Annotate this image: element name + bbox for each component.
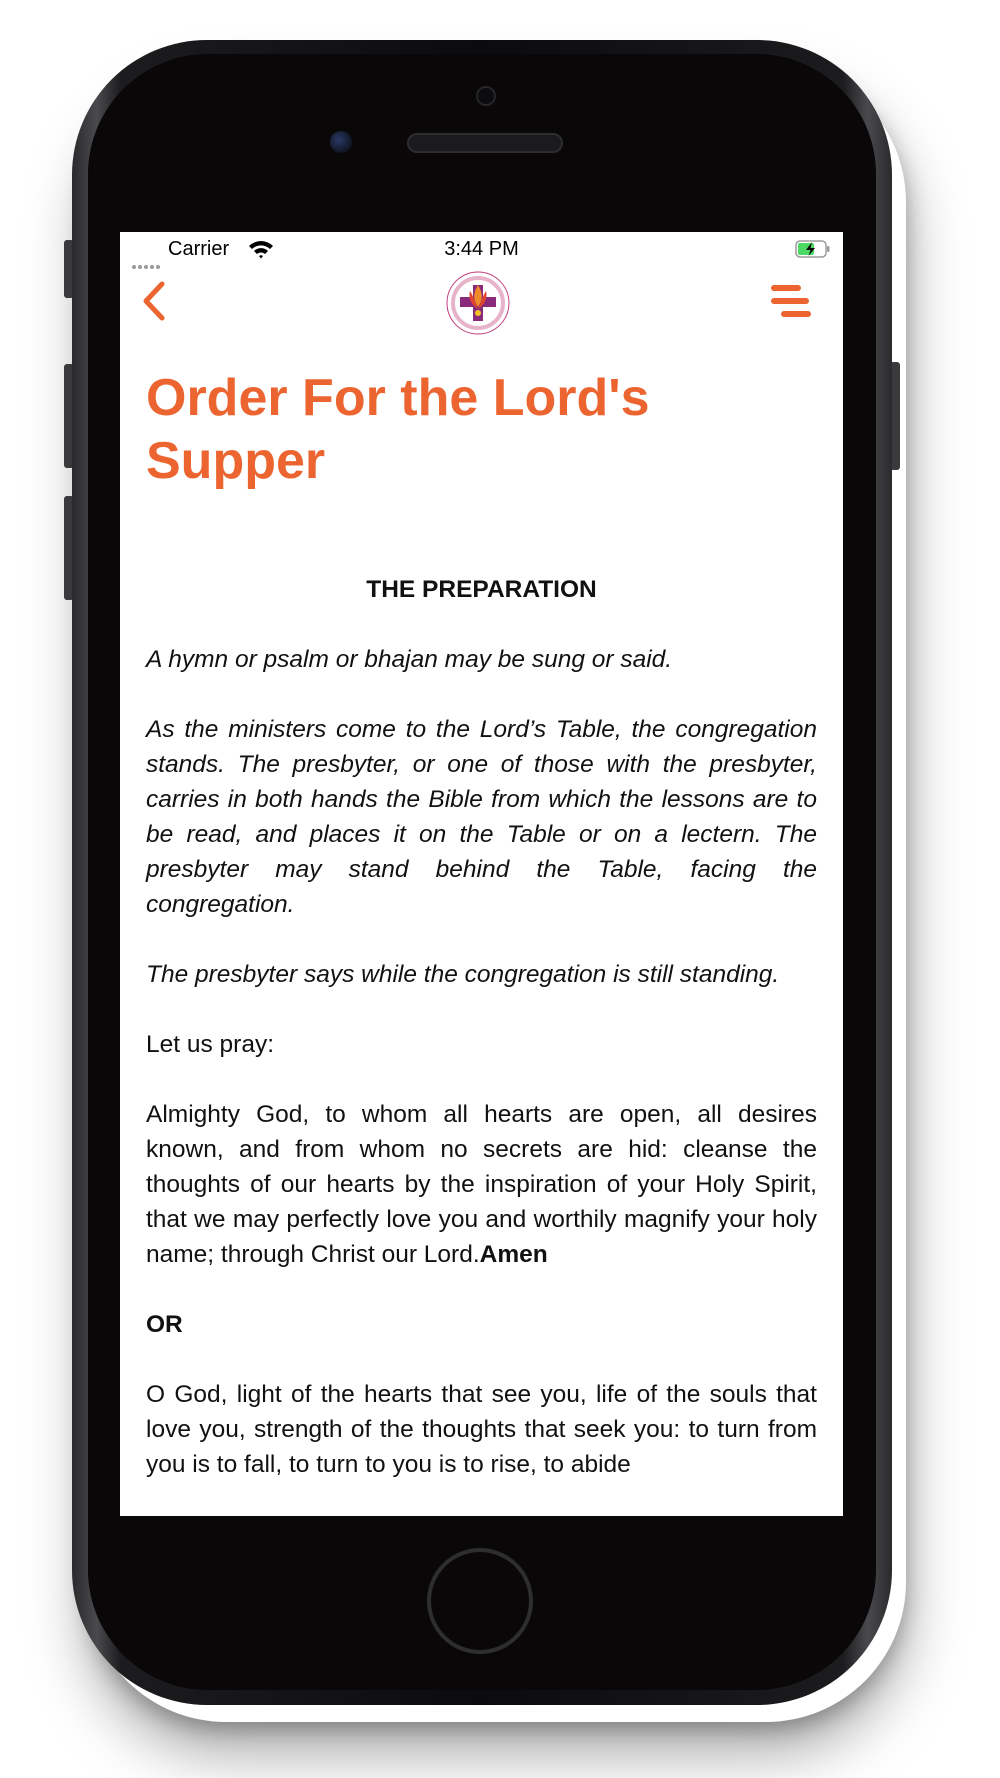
status-time: 3:44 PM — [444, 238, 519, 260]
section-heading: THE PREPARATION — [366, 576, 597, 603]
alternate-prayer-text: O God, light of the hearts that see you, life of the souls that love you, strength of the thoughts that seek you: to turn from you is to fall, to turn to you is to rise, to abide — [146, 1381, 817, 1478]
collect-text: Almighty God, to whom all hearts are open, all desires known, and from whom no secrets are hid: cleanse the thoughts of our hearts by the inspiration of your Holy Spirit, that we may perfectly love you and worthily magnify your holy name; through Christ our Lord. — [146, 1101, 817, 1268]
page-title: Order For the Lord's Supper — [146, 369, 650, 490]
home-button[interactable] — [427, 1548, 533, 1654]
battery-charging-icon — [795, 240, 831, 258]
or-text: OR — [146, 1311, 183, 1338]
or-label — [146, 1307, 817, 1342]
chevron-left-icon[interactable] — [138, 278, 172, 324]
front-camera — [476, 86, 496, 106]
rubric-text: As the ministers come to the Lord’s Table, the congregation stands. The presbyter, or one of those with the presbyter, carries in both hands the Bible from which the lessons are to be read, and places it on the Table or on a lectern. The presbyter may stand behind the Table, facing the congregation. — [146, 716, 817, 918]
rubric-text: The presbyter says while the congregation is still standing. — [146, 961, 780, 988]
proximity-sensor — [330, 131, 352, 153]
collect-paragraph — [146, 1097, 817, 1272]
amen-response: Amen — [479, 1241, 548, 1268]
status-bar — [120, 232, 843, 266]
liturgy-content — [146, 572, 817, 1516]
menu-icon[interactable] — [769, 278, 813, 324]
rubric-text: A hymn or psalm or bhajan may be sung or said. — [146, 646, 673, 673]
app-screen — [120, 232, 843, 1516]
nav-bar — [120, 266, 843, 336]
carrier-label: Carrier — [168, 238, 230, 260]
church-logo — [444, 269, 512, 337]
invitation-text: Let us pray: — [146, 1031, 275, 1058]
earpiece-speaker — [407, 133, 563, 153]
